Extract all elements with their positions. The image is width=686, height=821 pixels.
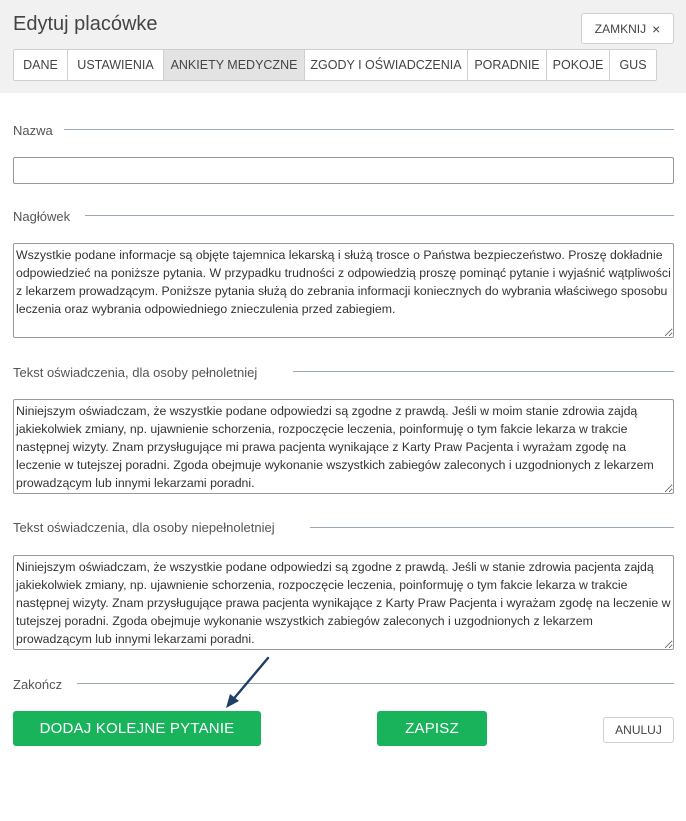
header-textarea[interactable] <box>13 243 674 338</box>
close-button[interactable] <box>581 13 674 44</box>
tab-bar <box>13 49 657 81</box>
name-input[interactable] <box>13 157 674 184</box>
minor-statement-label: Tekst oświadczenia, dla osoby niepełnoletniej <box>13 519 275 535</box>
modal-header <box>0 0 686 93</box>
tab-label: PORADNIE <box>474 58 540 72</box>
tab-label: ANKIETY MEDYCZNE <box>170 58 298 72</box>
tab-poradnie[interactable] <box>468 49 547 81</box>
name-label: Nazwa <box>13 122 53 138</box>
minor-statement-textarea[interactable] <box>13 555 674 650</box>
header-text-label: Nagłówek <box>13 208 71 224</box>
section-divider <box>77 683 674 684</box>
page-title: Edytuj placówke <box>13 13 158 35</box>
tab-label: ZGODY I OŚWIADCZENIA <box>310 58 462 72</box>
tab-label: USTAWIENIA <box>77 58 154 72</box>
section-divider <box>310 527 674 528</box>
tab-label: POKOJE <box>552 58 604 72</box>
tab-ustawienia[interactable] <box>68 49 164 81</box>
cancel-button[interactable]: ANULUJ <box>603 717 674 743</box>
section-divider <box>85 215 674 216</box>
adult-statement-label: Tekst oświadczenia, dla osoby pełnoletniej <box>13 364 258 380</box>
tab-pokoje[interactable] <box>547 49 610 81</box>
tab-label: GUS <box>619 58 647 72</box>
finish-label: Zakończ <box>13 676 63 692</box>
close-button-label: ZAMKNIJ <box>594 21 647 36</box>
tab-label: DANE <box>23 58 58 72</box>
close-icon: × <box>652 20 661 37</box>
tab-ankiety-medyczne[interactable] <box>164 49 305 81</box>
save-button[interactable]: ZAPISZ <box>377 711 487 746</box>
tab-gus[interactable] <box>610 49 657 81</box>
section-divider <box>293 371 674 372</box>
adult-statement-textarea[interactable] <box>13 399 674 494</box>
tab-zgody-i-oswiadczenia[interactable] <box>305 49 468 81</box>
annotation-arrow-icon <box>222 654 274 712</box>
section-divider <box>64 129 674 130</box>
tab-dane[interactable] <box>13 49 68 81</box>
add-question-button[interactable]: DODAJ KOLEJNE PYTANIE <box>13 711 261 746</box>
